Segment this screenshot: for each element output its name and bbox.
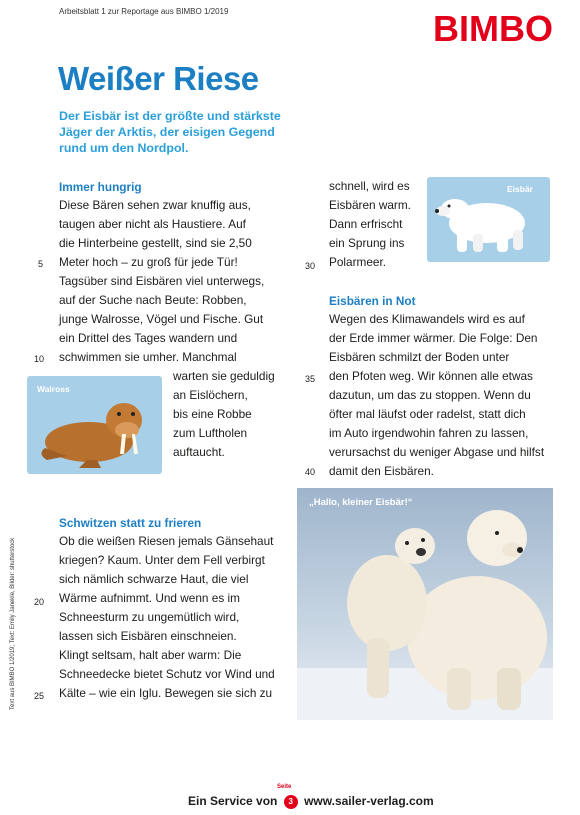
text-line: Tagsüber sind Eisbären viel unterwegs, bbox=[59, 274, 265, 288]
text-line: Klingt seltsam, halt aber warm: Die bbox=[59, 648, 242, 662]
line-number: 35 bbox=[305, 374, 316, 384]
intro-text: Der Eisbär ist der größte und stärkste Jäger der Arktis, der eisigen Gegend rund um den Nordpol. bbox=[59, 109, 281, 155]
text-line: auf der Suche nach Beute: Robben, bbox=[59, 293, 247, 307]
heading-immer-hungrig: Immer hungrig bbox=[59, 180, 142, 194]
text-line: Schneesturm zu ungemütlich wird, bbox=[59, 610, 240, 624]
polar-bear-photo bbox=[297, 488, 553, 720]
text-line: Kälte – wie ein Iglu. Bewegen sie sich zu bbox=[59, 686, 273, 700]
text-line: junge Walrosse, Vögel und Fische. Gut bbox=[59, 312, 264, 326]
text-line: lassen sich Eisbären einschneien. bbox=[59, 629, 237, 643]
line-number: 20 bbox=[34, 597, 45, 607]
section2-text bbox=[59, 532, 275, 703]
text-line: Schneedecke bietet Schutz vor Wind und bbox=[59, 667, 275, 681]
line-number: 25 bbox=[34, 691, 45, 701]
text-line: Eisbären schmilzt der Boden unter bbox=[329, 350, 510, 364]
text-line: schnell, wird es bbox=[329, 179, 410, 193]
footer-url[interactable]: www.sailer-verlag.com bbox=[304, 794, 434, 808]
text-line: bis eine Robbe bbox=[173, 407, 252, 421]
walrus-illustration bbox=[27, 376, 162, 474]
logo-text: BIMBO bbox=[433, 8, 553, 49]
text-line: die Hinterbeine gestellt, sind sie 2,50 bbox=[59, 236, 252, 250]
text-line: im Auto irgendwohin fahren zu lassen, bbox=[329, 426, 529, 440]
section1-wrap-text bbox=[173, 367, 275, 462]
line-number: 10 bbox=[34, 354, 45, 364]
text-line: warten sie geduldig bbox=[173, 369, 275, 383]
page-title: Weißer Riese bbox=[58, 60, 259, 97]
text-line: Diese Bären sehen zwar knuffig aus, bbox=[59, 198, 251, 212]
text-line: ein Sprung ins bbox=[329, 236, 405, 250]
text-line: Dann erfrischt bbox=[329, 217, 403, 231]
bimbo-logo bbox=[418, 5, 568, 51]
text-line: Wegen des Klimawandels wird es auf bbox=[329, 312, 525, 326]
page-badge bbox=[284, 795, 298, 809]
heading-eisbaeren-in-not: Eisbären in Not bbox=[329, 294, 416, 308]
text-line: der Erde immer wärmer. Die Folge: Den bbox=[329, 331, 538, 345]
text-line: Polarmeer. bbox=[329, 255, 387, 269]
text-line: Ob die weißen Riesen jemals Gänsehaut bbox=[59, 534, 274, 548]
text-line: sich nämlich schwarze Haut, die viel bbox=[59, 572, 249, 586]
text-line: dazutun, um das zu stoppen. Wenn du bbox=[329, 388, 531, 402]
text-line: damit den Eisbären. bbox=[329, 464, 434, 478]
text-line: öfter mal läufst oder radelst, statt dich bbox=[329, 407, 526, 421]
credit-note: Text aus BIMBO 1/2019; Text: Emily Janekle, Bilder: shutterstock bbox=[10, 537, 16, 710]
text-line: Meter hoch – zu groß für jede Tür! bbox=[59, 255, 238, 269]
text-line: an Eislöchern, bbox=[173, 388, 248, 402]
text-line: kriegen? Kaum. Unter dem Fell verbirgt bbox=[59, 553, 265, 567]
text-line: auftaucht. bbox=[173, 445, 225, 459]
photo-caption: „Hallo, kleiner Eisbär!“ bbox=[309, 497, 413, 508]
polar-bear-card bbox=[427, 177, 550, 262]
worksheet-note: Arbeitsblatt 1 zur Reportage aus BIMBO 1/2019 bbox=[59, 7, 229, 16]
section3-text bbox=[329, 310, 544, 481]
text-line: den Pfoten weg. Wir können alle etwas bbox=[329, 369, 533, 383]
page-number: 3 bbox=[288, 796, 293, 806]
text-line: schwimmen sie umher. Manchmal bbox=[59, 350, 237, 364]
text-line: zum Luftholen bbox=[173, 426, 248, 440]
polar-bear-illustration bbox=[427, 177, 550, 262]
column2-top-text bbox=[329, 177, 411, 272]
polar-bear-label: Eisbär bbox=[507, 184, 533, 194]
section1-text bbox=[59, 196, 264, 367]
text-line: taugen aber nicht als Haustiere. Auf bbox=[59, 217, 246, 231]
line-number: 40 bbox=[305, 467, 316, 477]
footer-prefix: Ein Service von bbox=[188, 794, 278, 808]
walrus-label: Walross bbox=[37, 384, 70, 394]
page-word: Seite bbox=[277, 784, 292, 790]
line-number: 5 bbox=[38, 259, 44, 269]
walrus-card bbox=[27, 376, 162, 474]
text-line: ein Drittel des Tages wandern und bbox=[59, 331, 238, 345]
line-number: 30 bbox=[305, 261, 316, 271]
heading-schwitzen: Schwitzen statt zu frieren bbox=[59, 516, 202, 530]
text-line: Eisbären warm. bbox=[329, 198, 411, 212]
polar-bear-photo-image bbox=[297, 488, 553, 720]
text-line: Wärme aufnimmt. Und wenn es im bbox=[59, 591, 240, 605]
footer bbox=[188, 794, 434, 809]
text-line: verursachst du weniger Abgase und hilfst bbox=[329, 445, 545, 459]
